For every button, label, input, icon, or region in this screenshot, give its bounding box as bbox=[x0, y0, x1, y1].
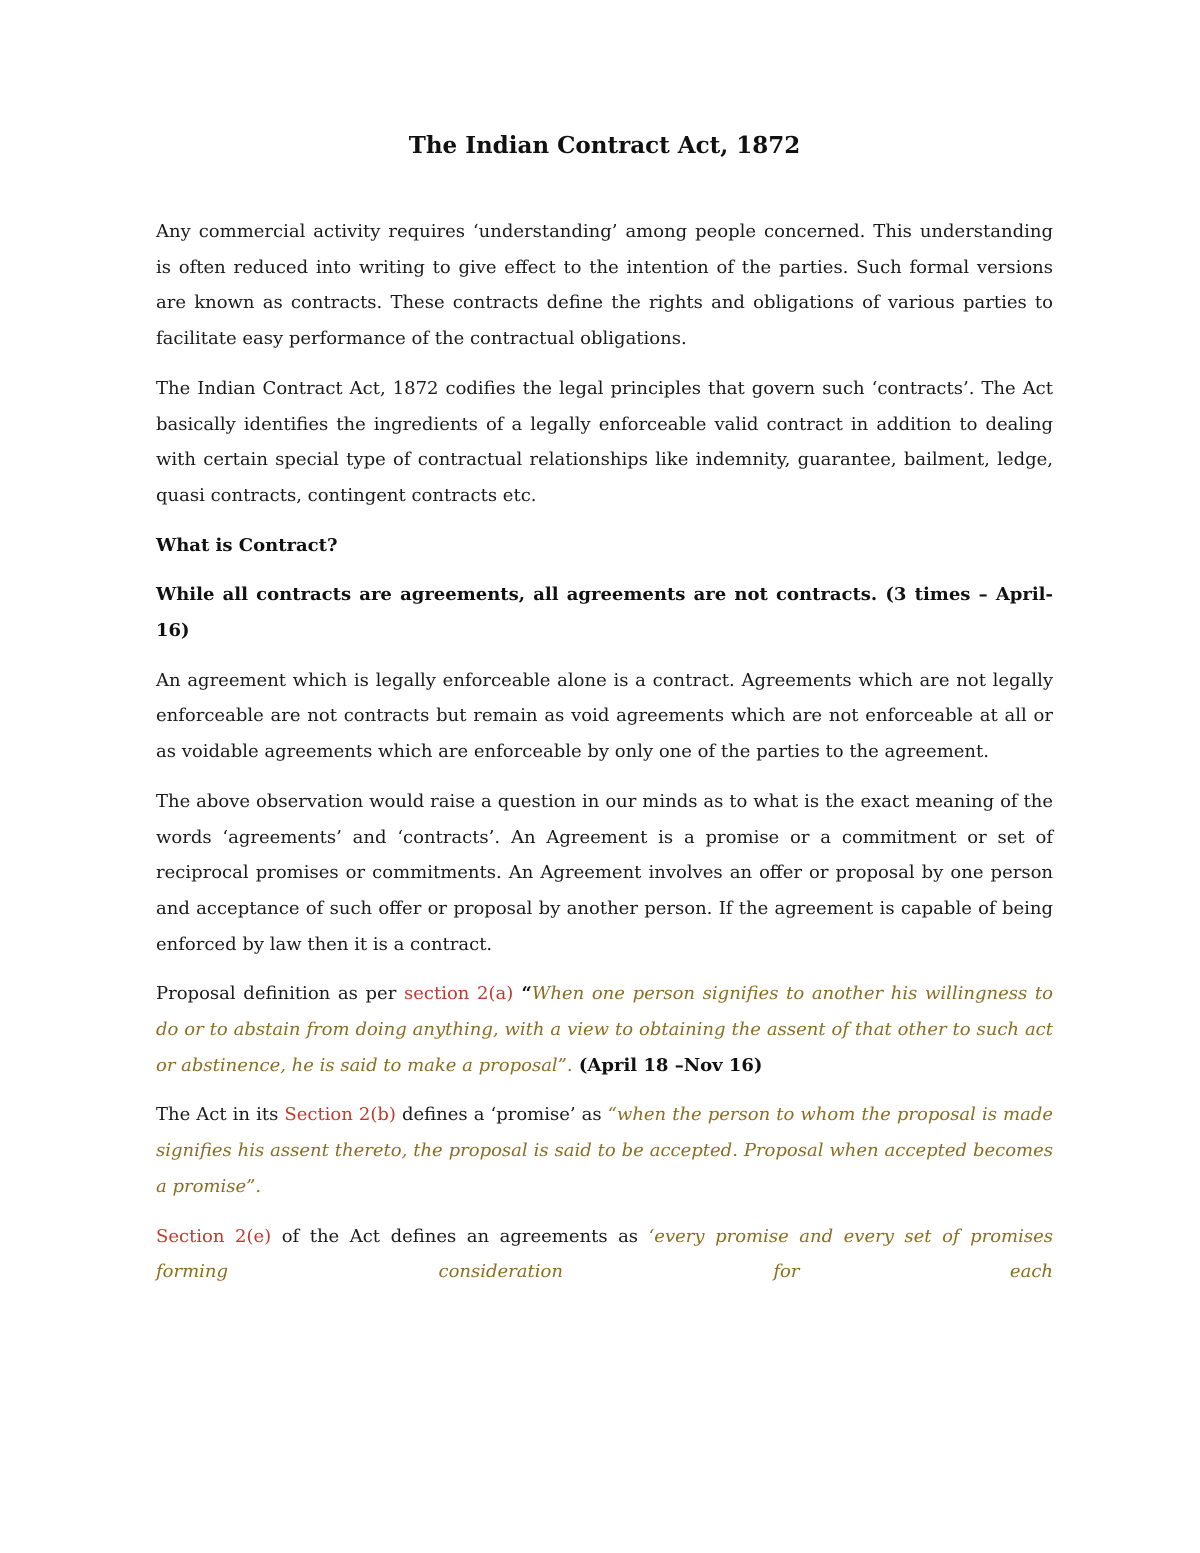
exam-reference-note: (April 18 –Nov 16) bbox=[572, 1054, 763, 1076]
agreement-meaning-paragraph: The above observation would raise a question in our minds as to what is the exact meaning of the words ‘agreements’ and ‘contracts’. An Agreement is a promise or a commitment or set of reciprocal promises or commitments. An Agreement involves an offer or proposal by one person and acceptance of such offer or proposal by another person. If the agreement is capable of being enforced by law then it is a contract. bbox=[156, 790, 1053, 955]
section-2b-reference: Section 2(b) bbox=[284, 1104, 396, 1126]
document-body bbox=[156, 128, 1053, 1304]
act-overview-paragraph: The Indian Contract Act, 1872 codifies the legal principles that govern such ‘contracts’. The Act basically identifies the ingredients of a legally enforceable valid contract in addition to dealing with certain special type of contractual relationships like indemnity, guarantee, bailment, ledge, quasi contracts, contingent contracts etc. bbox=[156, 377, 1053, 506]
section-2a-reference: section 2(a) bbox=[403, 983, 514, 1005]
agreement-mid-text: of the Act defines an agreements as bbox=[271, 1225, 649, 1247]
proposal-definition-paragraph bbox=[156, 976, 1053, 1083]
section-heading-what-is-contract: What is Contract? bbox=[156, 534, 338, 556]
proposal-open-quote: “ bbox=[513, 983, 532, 1005]
promise-mid-text: defines a ‘promise’ as bbox=[395, 1104, 608, 1126]
intro-paragraph: Any commercial activity requires ‘understanding’ among people concerned. This understanding is often reduced into writing to give effect to the intention of the parties. Such formal versions are known as contracts. These contracts define the rights and obligations of various parties to facilitate easy performance of the contractual obligations. bbox=[156, 221, 1053, 350]
promise-definition-paragraph bbox=[156, 1097, 1053, 1204]
proposal-definition-quote: When one person signifies to another his willingness to do or to abstain from doing anything, with a view to obtaining the assent of that other to such act or abstinence, he is said to make a proposal”. bbox=[156, 983, 1053, 1076]
agreement-definition-quote: ‘every promise and every set of promises forming consideration for each bbox=[156, 1225, 1054, 1283]
document-title: The Indian Contract Act, 1872 bbox=[408, 132, 801, 159]
agreement-definition-paragraph bbox=[156, 1219, 1053, 1290]
section-heading-contracts-vs-agreements: While all contracts are agreements, all agreements are not contracts. (3 times – April-16) bbox=[156, 584, 1053, 642]
proposal-lead-text: Proposal definition as per bbox=[156, 983, 404, 1005]
promise-definition-quote: “when the person to whom the proposal is made signifies his assent thereto, the proposal is said to be accepted. Proposal when accepted becomes a promise”. bbox=[156, 1104, 1053, 1197]
promise-lead-text: The Act in its bbox=[156, 1104, 285, 1126]
section-2e-reference: Section 2(e) bbox=[156, 1225, 272, 1247]
enforceability-paragraph: An agreement which is legally enforceable alone is a contract. Agreements which are not legally enforceable are not contracts but remain as void agreements which are not enforceable at all or as voidable agreements which are enforceable by only one of the parties to the agreement. bbox=[156, 669, 1053, 763]
